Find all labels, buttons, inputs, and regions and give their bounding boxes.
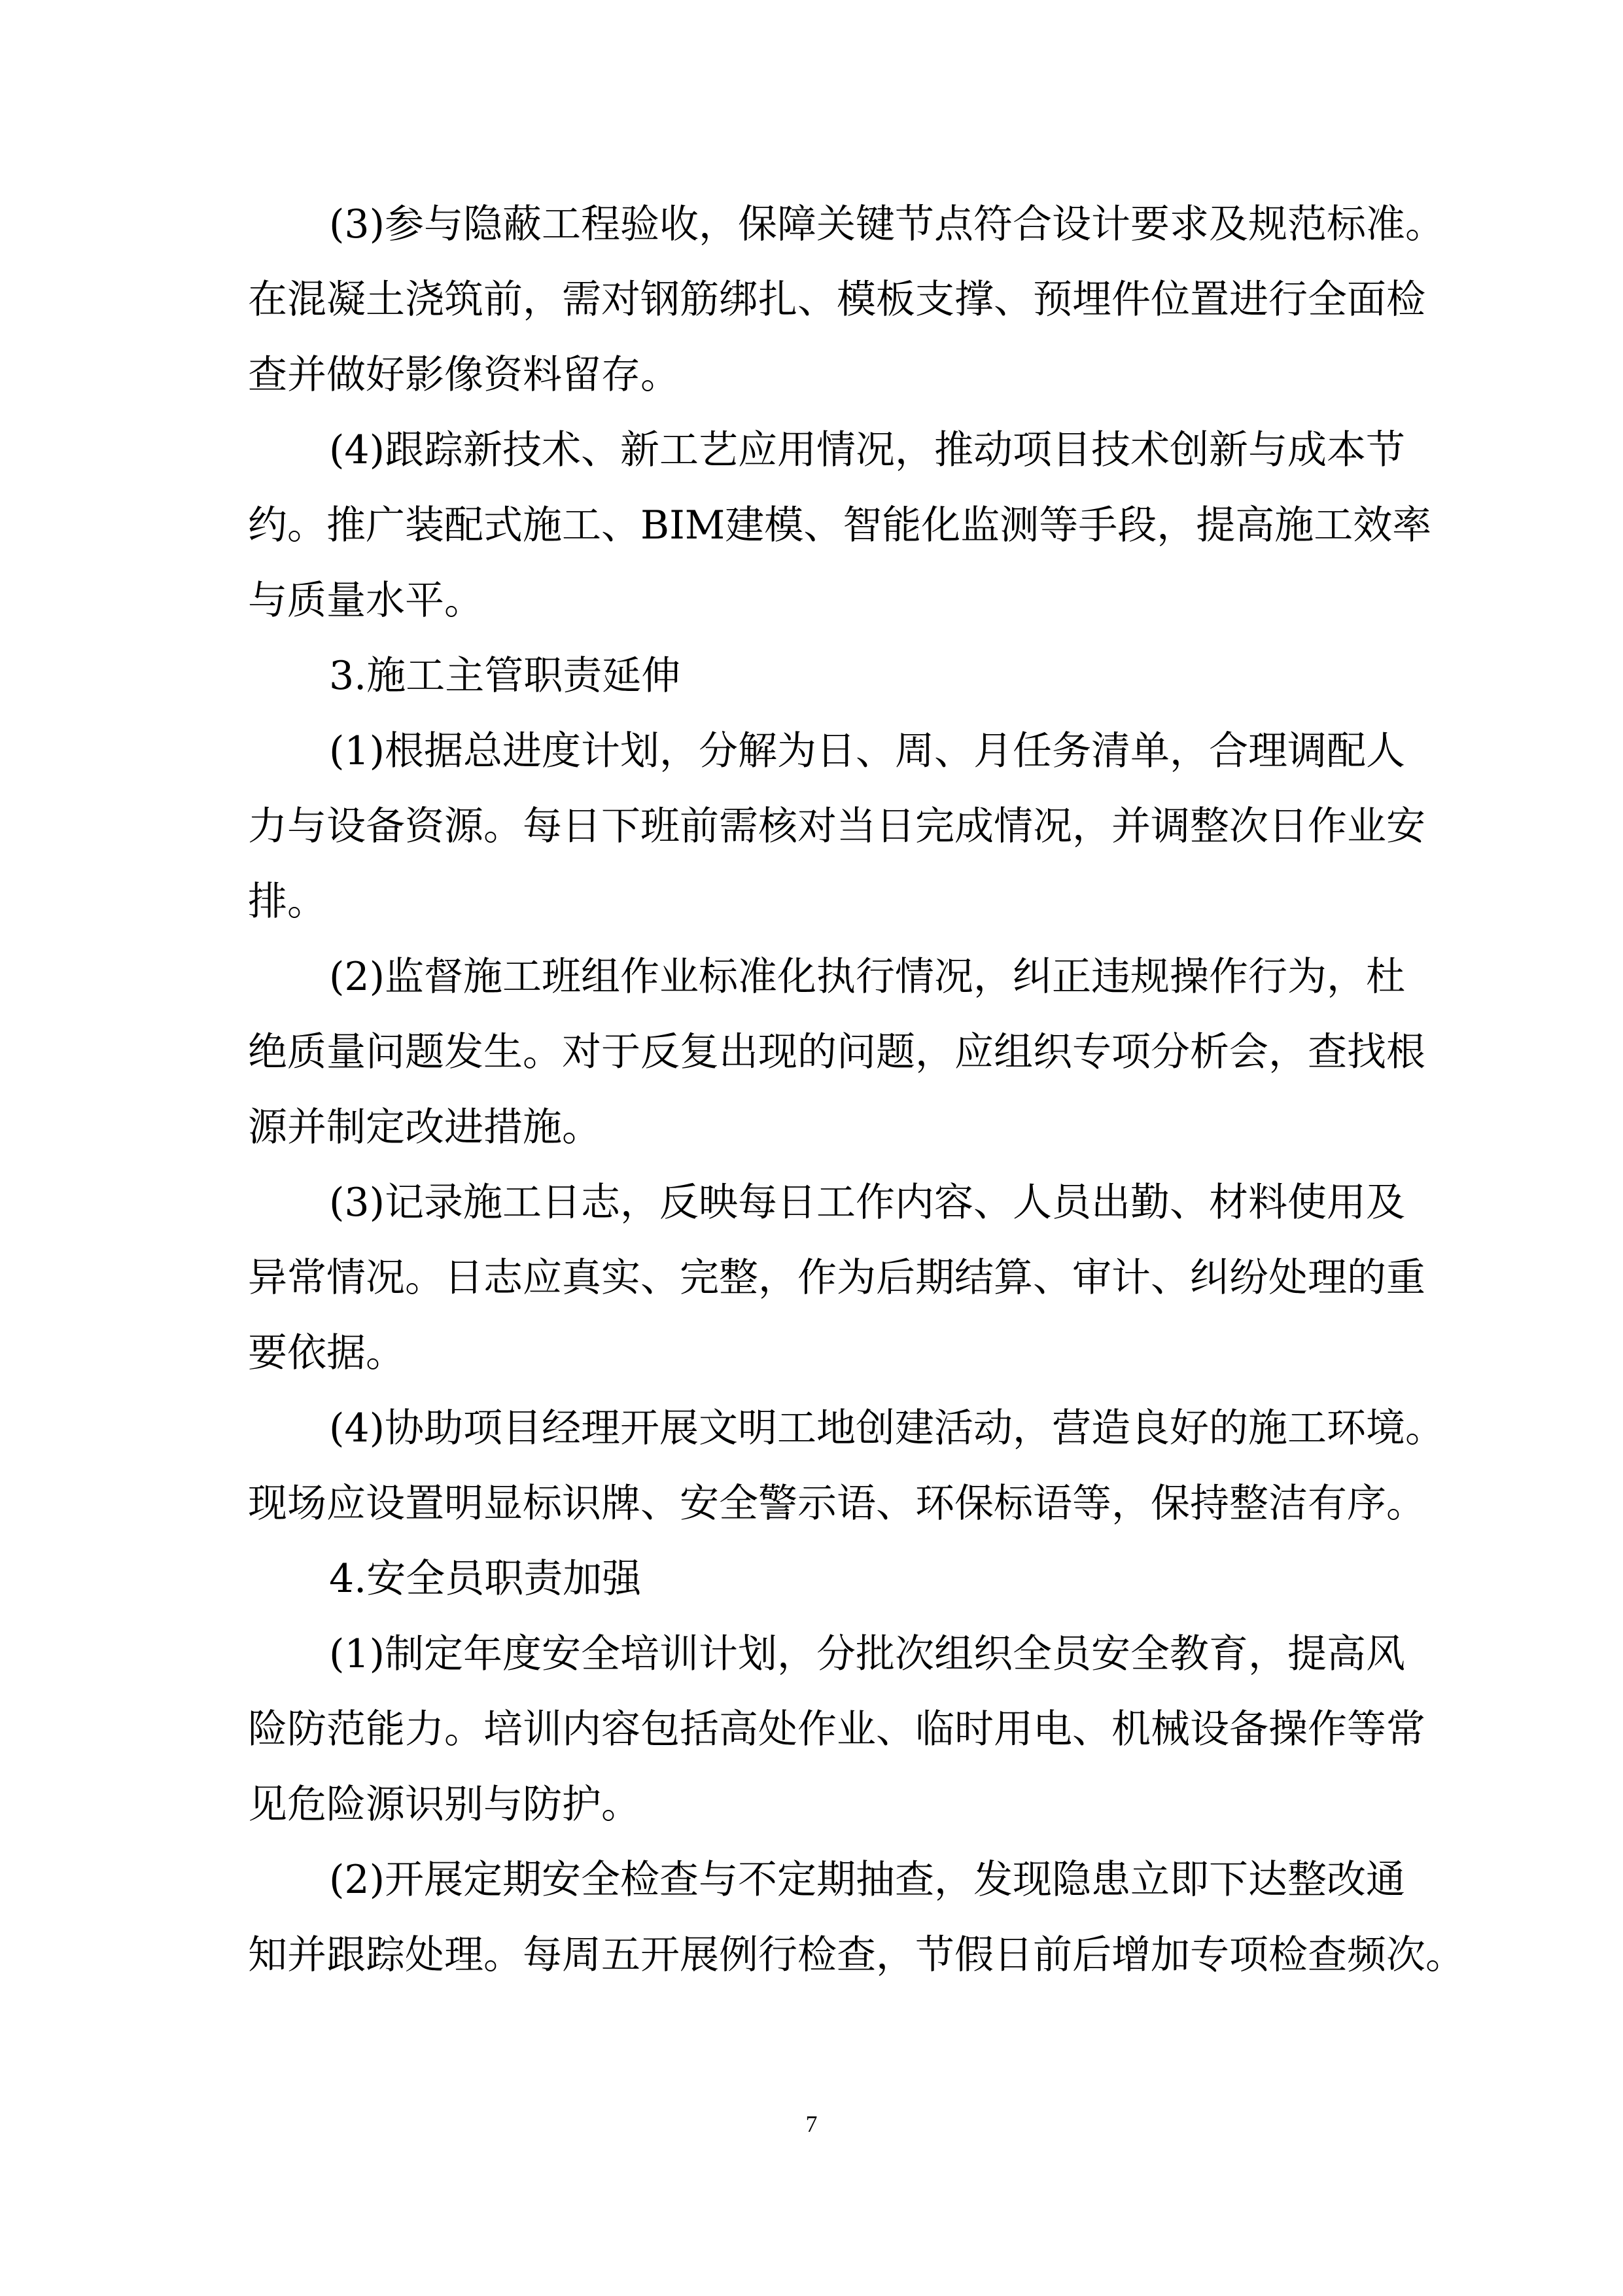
document-body bbox=[248, 187, 1465, 1993]
text-line: (2)监督施工班组作业标准化执行情况，纠正违规操作行为，杜 bbox=[329, 954, 1405, 1000]
text-line: 知并跟踪处理。每周五开展例行检查，节假日前后增加专项检查频次。 bbox=[248, 1932, 1465, 1978]
paragraph bbox=[248, 413, 1432, 639]
text-line: 约。推广装配式施工、BIM建模、智能化监测等手段，提高施工效率 bbox=[248, 503, 1432, 548]
paragraph bbox=[248, 1165, 1425, 1391]
text-line: (3)参与隐蔽工程验收，保障关键节点符合设计要求及规范标准。 bbox=[329, 202, 1444, 247]
page-number: 7 bbox=[805, 2111, 818, 2137]
paragraph bbox=[248, 940, 1425, 1165]
paragraph bbox=[248, 714, 1425, 940]
text-line: (4)协助项目经理开展文明工地创建活动，营造良好的施工环境。 bbox=[329, 1405, 1444, 1451]
text-line: 现场应设置明显标识牌、安全警示语、环保标语等，保持整洁有序。 bbox=[248, 1481, 1425, 1527]
text-line: 要依据。 bbox=[248, 1330, 405, 1376]
text-line: (1)制定年度安全培训计划，分批次组织全员安全教育，提高风 bbox=[329, 1631, 1405, 1677]
text-line: 4.安全员职责加强 bbox=[329, 1556, 642, 1602]
paragraph bbox=[248, 1617, 1425, 1843]
text-line: 与质量水平。 bbox=[248, 578, 483, 624]
text-line: 见危险源识别与防护。 bbox=[248, 1782, 640, 1828]
text-line: 源并制定改进措施。 bbox=[248, 1104, 601, 1150]
text-line: (2)开展定期安全检查与不定期抽查，发现隐患立即下达整改通 bbox=[329, 1857, 1405, 1903]
text-line: 3.施工主管职责延伸 bbox=[329, 653, 681, 699]
paragraph bbox=[248, 1391, 1444, 1542]
text-line: 排。 bbox=[248, 879, 326, 925]
paragraph bbox=[248, 1843, 1465, 1993]
text-line: 查并做好影像资料留存。 bbox=[248, 352, 680, 398]
paragraph bbox=[248, 1542, 1387, 1617]
text-line: 险防范能力。培训内容包括高处作业、临时用电、机械设备操作等常 bbox=[248, 1706, 1425, 1752]
paragraph bbox=[248, 187, 1444, 413]
text-line: (3)记录施工日志，反映每日工作内容、人员出勤、材料使用及 bbox=[329, 1180, 1405, 1226]
text-line: 在混凝土浇筑前，需对钢筋绑扎、模板支撑、预埋件位置进行全面检 bbox=[248, 277, 1425, 323]
paragraph bbox=[248, 639, 1387, 714]
text-line: 异常情况。日志应真实、完整，作为后期结算、审计、纠纷处理的重 bbox=[248, 1255, 1425, 1301]
text-line: (1)根据总进度计划，分解为日、周、月任务清单，合理调配人 bbox=[329, 728, 1405, 774]
text-line: (4)跟踪新技术、新工艺应用情况，推动项目技术创新与成本节 bbox=[329, 427, 1405, 473]
text-line: 绝质量问题发生。对于反复出现的问题，应组织专项分析会，查找根 bbox=[248, 1029, 1425, 1075]
text-line: 力与设备资源。每日下班前需核对当日完成情况，并调整次日作业安 bbox=[248, 804, 1425, 849]
